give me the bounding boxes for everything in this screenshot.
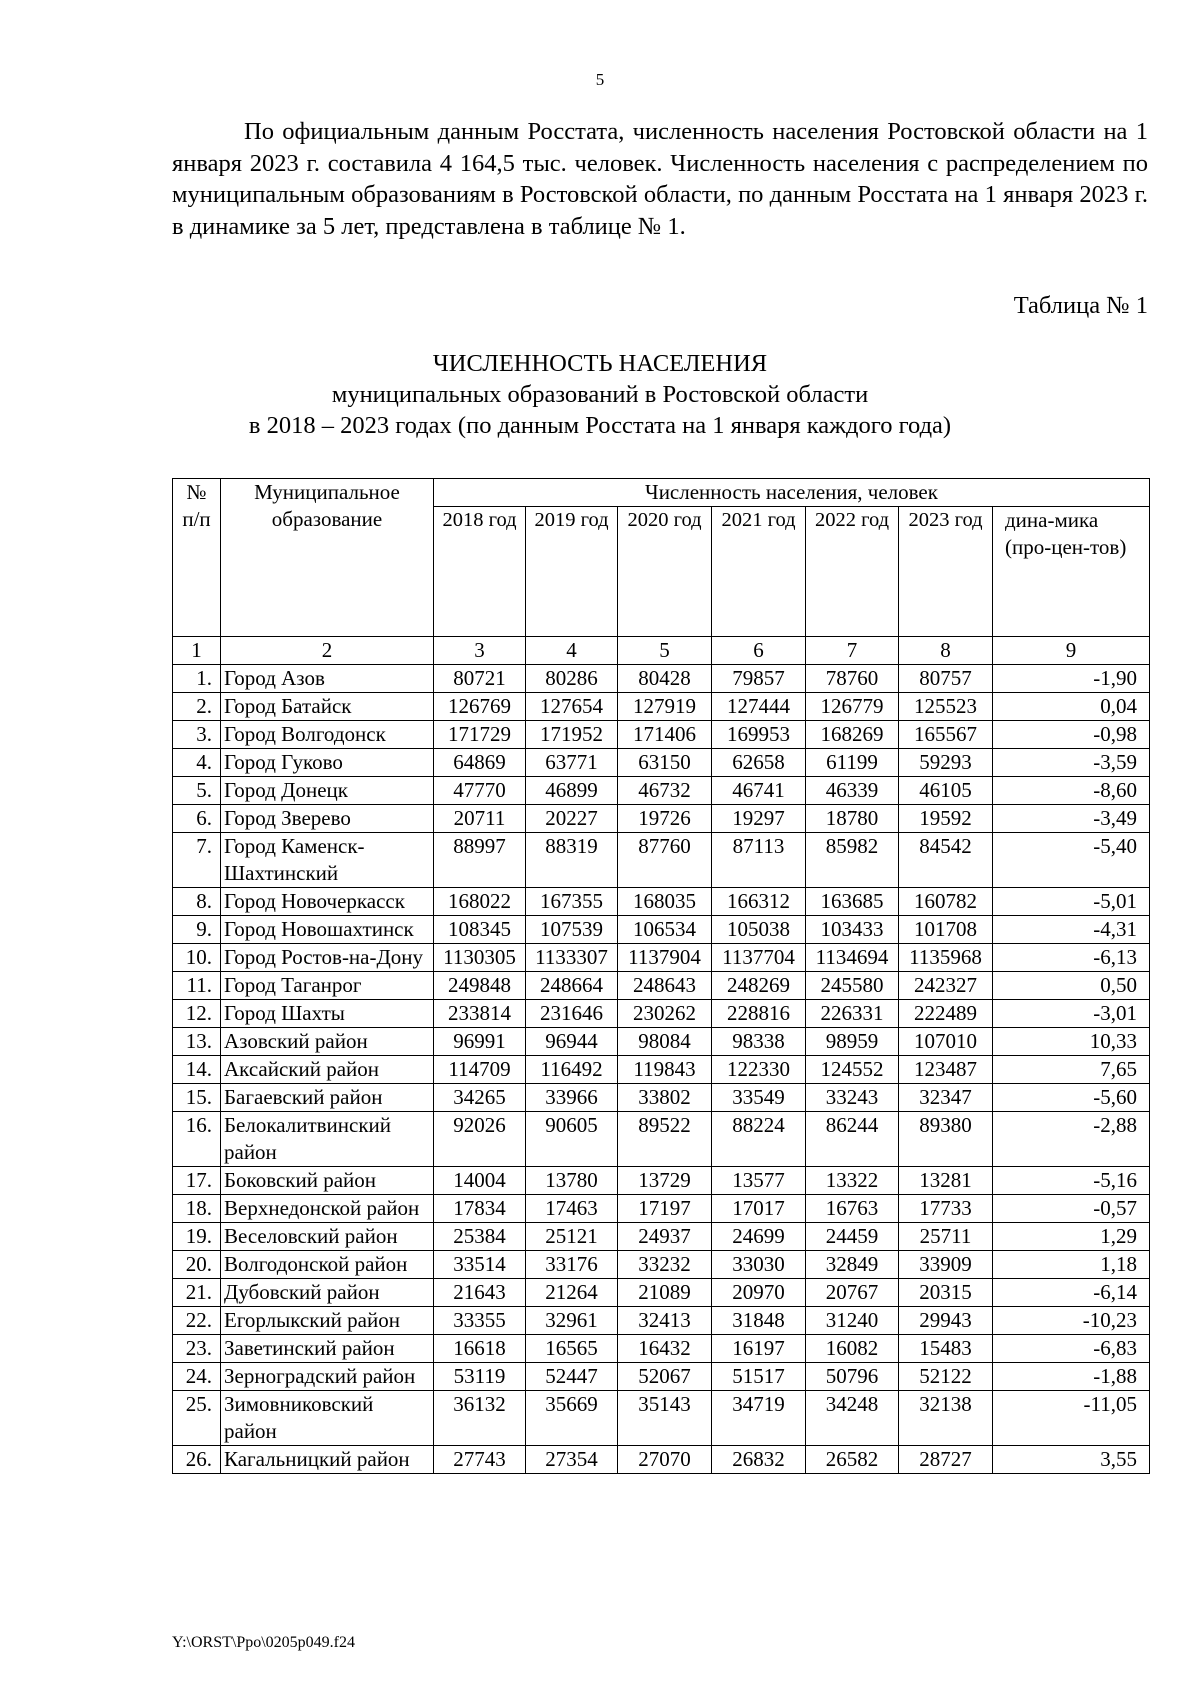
dynamics-value: -6,83 [993,1335,1150,1363]
municipality-name: Город Каменск-Шахтинский [221,833,434,888]
dynamics-value: -5,60 [993,1084,1150,1112]
table-row [173,1363,1150,1391]
population-value: 1134694 [806,944,899,972]
population-value: 29943 [899,1307,993,1335]
row-number: 15. [173,1084,221,1112]
population-value: 17197 [618,1195,712,1223]
population-value: 119843 [618,1056,712,1084]
municipality-name: Город Шахты [221,1000,434,1028]
table-title-line-1: ЧИСЛЕННОСТЬ НАСЕЛЕНИЯ [432,350,768,377]
population-value: 96944 [526,1028,618,1056]
population-value: 52067 [618,1363,712,1391]
table-row [173,1028,1150,1056]
population-value: 17017 [712,1195,806,1223]
population-value: 13322 [806,1167,899,1195]
population-value: 63771 [526,749,618,777]
table-row [173,1112,1150,1167]
population-value: 46732 [618,777,712,805]
column-number: 4 [526,637,618,665]
table-row [173,1056,1150,1084]
dynamics-value: 1,18 [993,1251,1150,1279]
column-number-row [173,637,1150,665]
municipality-name: Город Батайск [221,693,434,721]
population-value: 59293 [899,749,993,777]
population-value: 64869 [434,749,526,777]
population-value: 32138 [899,1391,993,1446]
population-value: 88319 [526,833,618,888]
population-value: 26582 [806,1446,899,1474]
population-value: 19297 [712,805,806,833]
table-row [173,1251,1150,1279]
population-value: 88224 [712,1112,806,1167]
row-number: 5. [173,777,221,805]
table-row [173,805,1150,833]
population-value: 89380 [899,1112,993,1167]
population-value: 1133307 [526,944,618,972]
population-value: 36132 [434,1391,526,1446]
population-value: 228816 [712,1000,806,1028]
table-row [173,1084,1150,1112]
table-title-line-2: муниципальных образований в Ростовской области [331,381,869,408]
municipality-name: Город Волгодонск [221,721,434,749]
population-value: 32413 [618,1307,712,1335]
table-header-row-1 [173,479,1150,507]
header-year: 2023 год [899,507,993,637]
population-value: 18780 [806,805,899,833]
population-value: 33243 [806,1084,899,1112]
population-value: 27070 [618,1446,712,1474]
page-number: 5 [595,70,605,89]
population-value: 17463 [526,1195,618,1223]
population-value: 126769 [434,693,526,721]
population-value: 27354 [526,1446,618,1474]
row-number: 12. [173,1000,221,1028]
column-number: 8 [899,637,993,665]
population-value: 114709 [434,1056,526,1084]
dynamics-value: -3,49 [993,805,1150,833]
population-value: 13281 [899,1167,993,1195]
column-number: 9 [993,637,1150,665]
dynamics-value: 10,33 [993,1028,1150,1056]
population-value: 230262 [618,1000,712,1028]
population-value: 25384 [434,1223,526,1251]
population-value: 87760 [618,833,712,888]
row-number: 3. [173,721,221,749]
population-value: 89522 [618,1112,712,1167]
dynamics-value: 0,04 [993,693,1150,721]
population-value: 33514 [434,1251,526,1279]
population-value: 32961 [526,1307,618,1335]
column-number: 7 [806,637,899,665]
population-value: 226331 [806,1000,899,1028]
table-row [173,1223,1150,1251]
population-value: 168269 [806,721,899,749]
population-value: 25121 [526,1223,618,1251]
population-value: 46339 [806,777,899,805]
row-number: 25. [173,1391,221,1446]
column-number: 2 [221,637,434,665]
population-value: 52122 [899,1363,993,1391]
population-value: 35669 [526,1391,618,1446]
table-row [173,1000,1150,1028]
population-value: 32849 [806,1251,899,1279]
table-row [173,888,1150,916]
population-value: 171406 [618,721,712,749]
population-value: 20711 [434,805,526,833]
table-caption: Таблица № 1 [1013,292,1148,319]
population-value: 169953 [712,721,806,749]
column-number: 3 [434,637,526,665]
population-value: 125523 [899,693,993,721]
population-value: 32347 [899,1084,993,1112]
row-number: 2. [173,693,221,721]
dynamics-value: 0,50 [993,972,1150,1000]
population-table [172,478,1150,1474]
table-row [173,1167,1150,1195]
row-number: 18. [173,1195,221,1223]
municipality-name: Город Ростов-на-Дону [221,944,434,972]
dynamics-value: -5,01 [993,888,1150,916]
table-row [173,721,1150,749]
file-path-footer: Y:\ORST\Ppo\0205p049.f24 [172,1634,355,1651]
table-title-line-3: в 2018 – 2023 годах (по данным Росстата на 1 января каждого года) [248,412,952,439]
dynamics-value: -0,57 [993,1195,1150,1223]
population-value: 87113 [712,833,806,888]
population-value: 46741 [712,777,806,805]
population-value: 1137904 [618,944,712,972]
population-value: 16618 [434,1335,526,1363]
population-value: 163685 [806,888,899,916]
municipality-name: Волгодонской район [221,1251,434,1279]
row-number: 17. [173,1167,221,1195]
header-year: 2022 год [806,507,899,637]
population-value: 31848 [712,1307,806,1335]
population-value: 171952 [526,721,618,749]
row-number: 22. [173,1307,221,1335]
population-value: 106534 [618,916,712,944]
dynamics-value: -1,90 [993,665,1150,693]
dynamics-value: -3,01 [993,1000,1150,1028]
population-value: 33802 [618,1084,712,1112]
population-value: 16763 [806,1195,899,1223]
population-value: 248269 [712,972,806,1000]
population-value: 33030 [712,1251,806,1279]
header-year: 2020 год [618,507,712,637]
header-dynamics: дина-мика (про-цен-тов) [993,507,1150,637]
population-value: 13780 [526,1167,618,1195]
table-row [173,833,1150,888]
population-value: 116492 [526,1056,618,1084]
population-value: 248643 [618,972,712,1000]
population-value: 13729 [618,1167,712,1195]
dynamics-value: -2,88 [993,1112,1150,1167]
column-number: 5 [618,637,712,665]
municipality-name: Веселовский район [221,1223,434,1251]
table-row [173,749,1150,777]
row-number: 1. [173,665,221,693]
table-row [173,1307,1150,1335]
population-value: 34248 [806,1391,899,1446]
table-row [173,1391,1150,1446]
dynamics-value: -6,14 [993,1279,1150,1307]
population-value: 88997 [434,833,526,888]
population-value: 51517 [712,1363,806,1391]
population-value: 107010 [899,1028,993,1056]
population-value: 86244 [806,1112,899,1167]
population-value: 98959 [806,1028,899,1056]
population-value: 21264 [526,1279,618,1307]
population-value: 26832 [712,1446,806,1474]
table-row [173,777,1150,805]
header-group: Численность населения, человек [434,479,1150,507]
column-number: 6 [712,637,806,665]
row-number: 23. [173,1335,221,1363]
population-value: 20227 [526,805,618,833]
population-value: 21643 [434,1279,526,1307]
population-value: 24459 [806,1223,899,1251]
table-title [0,348,1200,441]
population-value: 63150 [618,749,712,777]
municipality-name: Город Новошахтинск [221,916,434,944]
municipality-name: Город Зверево [221,805,434,833]
municipality-name: Багаевский район [221,1084,434,1112]
table-row [173,1446,1150,1474]
population-value: 46899 [526,777,618,805]
population-value: 249848 [434,972,526,1000]
population-value: 80286 [526,665,618,693]
population-value: 101708 [899,916,993,944]
header-year: 2018 год [434,507,526,637]
municipality-name: Город Донецк [221,777,434,805]
row-number: 11. [173,972,221,1000]
population-value: 25711 [899,1223,993,1251]
table-row [173,665,1150,693]
population-value: 242327 [899,972,993,1000]
table-row [173,1195,1150,1223]
population-value: 85982 [806,833,899,888]
population-value: 107539 [526,916,618,944]
header-year: 2021 год [712,507,806,637]
population-value: 33355 [434,1307,526,1335]
population-value: 98084 [618,1028,712,1056]
population-value: 16432 [618,1335,712,1363]
table-row [173,1335,1150,1363]
population-value: 14004 [434,1167,526,1195]
dynamics-value: 7,65 [993,1056,1150,1084]
population-value: 80721 [434,665,526,693]
municipality-name: Город Гуково [221,749,434,777]
population-value: 166312 [712,888,806,916]
population-value: 103433 [806,916,899,944]
population-value: 15483 [899,1335,993,1363]
municipality-name: Боковский район [221,1167,434,1195]
row-number: 24. [173,1363,221,1391]
population-value: 17733 [899,1195,993,1223]
header-name: Муниципальное образование [221,479,434,637]
population-value: 33549 [712,1084,806,1112]
population-value: 17834 [434,1195,526,1223]
population-value: 34719 [712,1391,806,1446]
municipality-name: Дубовский район [221,1279,434,1307]
population-value: 248664 [526,972,618,1000]
population-value: 123487 [899,1056,993,1084]
dynamics-value: -5,40 [993,833,1150,888]
population-value: 28727 [899,1446,993,1474]
dynamics-value: -0,98 [993,721,1150,749]
population-value: 1135968 [899,944,993,972]
population-value: 47770 [434,777,526,805]
population-value: 108345 [434,916,526,944]
row-number: 8. [173,888,221,916]
population-value: 160782 [899,888,993,916]
municipality-name: Город Азов [221,665,434,693]
population-value: 61199 [806,749,899,777]
population-value: 33909 [899,1251,993,1279]
population-value: 33232 [618,1251,712,1279]
population-value: 78760 [806,665,899,693]
dynamics-value: -10,23 [993,1307,1150,1335]
population-value: 20315 [899,1279,993,1307]
population-value: 167355 [526,888,618,916]
population-value: 124552 [806,1056,899,1084]
population-value: 127919 [618,693,712,721]
row-number: 4. [173,749,221,777]
dynamics-value: 3,55 [993,1446,1150,1474]
table-row [173,916,1150,944]
header-year: 2019 год [526,507,618,637]
population-value: 1130305 [434,944,526,972]
population-value: 233814 [434,1000,526,1028]
population-value: 80428 [618,665,712,693]
table-row [173,944,1150,972]
municipality-name: Город Таганрог [221,972,434,1000]
dynamics-value: -1,88 [993,1363,1150,1391]
population-value: 62658 [712,749,806,777]
municipality-name: Зерноградский район [221,1363,434,1391]
row-number: 26. [173,1446,221,1474]
population-value: 16082 [806,1335,899,1363]
population-value: 16565 [526,1335,618,1363]
population-value: 105038 [712,916,806,944]
population-value: 52447 [526,1363,618,1391]
population-value: 122330 [712,1056,806,1084]
dynamics-value: -3,59 [993,749,1150,777]
table-row [173,972,1150,1000]
population-value: 53119 [434,1363,526,1391]
population-value: 35143 [618,1391,712,1446]
municipality-name: Егорлыкский район [221,1307,434,1335]
population-value: 24937 [618,1223,712,1251]
population-value: 27743 [434,1446,526,1474]
header-num: № п/п [173,479,221,637]
row-number: 10. [173,944,221,972]
population-value: 171729 [434,721,526,749]
municipality-name: Белокалитвинский район [221,1112,434,1167]
municipality-name: Аксайский район [221,1056,434,1084]
population-value: 168035 [618,888,712,916]
population-value: 21089 [618,1279,712,1307]
population-value: 80757 [899,665,993,693]
row-number: 20. [173,1251,221,1279]
row-number: 16. [173,1112,221,1167]
row-number: 19. [173,1223,221,1251]
population-value: 98338 [712,1028,806,1056]
dynamics-value: 1,29 [993,1223,1150,1251]
population-value: 168022 [434,888,526,916]
population-value: 127444 [712,693,806,721]
population-value: 33176 [526,1251,618,1279]
table-row [173,693,1150,721]
population-value: 19726 [618,805,712,833]
population-value: 79857 [712,665,806,693]
row-number: 13. [173,1028,221,1056]
dynamics-value: -4,31 [993,916,1150,944]
population-value: 31240 [806,1307,899,1335]
population-value: 245580 [806,972,899,1000]
population-value: 222489 [899,1000,993,1028]
row-number: 7. [173,833,221,888]
population-value: 20970 [712,1279,806,1307]
population-value: 33966 [526,1084,618,1112]
row-number: 6. [173,805,221,833]
population-value: 126779 [806,693,899,721]
population-value: 50796 [806,1363,899,1391]
column-number: 1 [173,637,221,665]
population-value: 96991 [434,1028,526,1056]
population-value: 19592 [899,805,993,833]
population-value: 84542 [899,833,993,888]
population-value: 20767 [806,1279,899,1307]
population-value: 13577 [712,1167,806,1195]
dynamics-value: -11,05 [993,1391,1150,1446]
population-value: 127654 [526,693,618,721]
municipality-name: Кагальницкий район [221,1446,434,1474]
municipality-name: Азовский район [221,1028,434,1056]
row-number: 14. [173,1056,221,1084]
table-row [173,1279,1150,1307]
row-number: 9. [173,916,221,944]
population-value: 24699 [712,1223,806,1251]
row-number: 21. [173,1279,221,1307]
population-value: 90605 [526,1112,618,1167]
population-value: 92026 [434,1112,526,1167]
dynamics-value: -8,60 [993,777,1150,805]
population-value: 165567 [899,721,993,749]
municipality-name: Верхнедонской район [221,1195,434,1223]
municipality-name: Заветинский район [221,1335,434,1363]
municipality-name: Город Новочеркасск [221,888,434,916]
dynamics-value: -6,13 [993,944,1150,972]
population-value: 16197 [712,1335,806,1363]
population-value: 1137704 [712,944,806,972]
intro-paragraph: По официальным данным Росстата, численность населения Ростовской области на 1 января 2023 г. составила 4 164,5 тыс. человек. Численность населения с распределением по муниципальным образованиям в Ростовской области, по данным Росстата на 1 января 2023 г. в динамике за 5 лет, представлена в таблице № 1. [172,118,1148,240]
population-value: 46105 [899,777,993,805]
municipality-name: Зимовниковский район [221,1391,434,1446]
population-value: 34265 [434,1084,526,1112]
dynamics-value: -5,16 [993,1167,1150,1195]
population-value: 231646 [526,1000,618,1028]
